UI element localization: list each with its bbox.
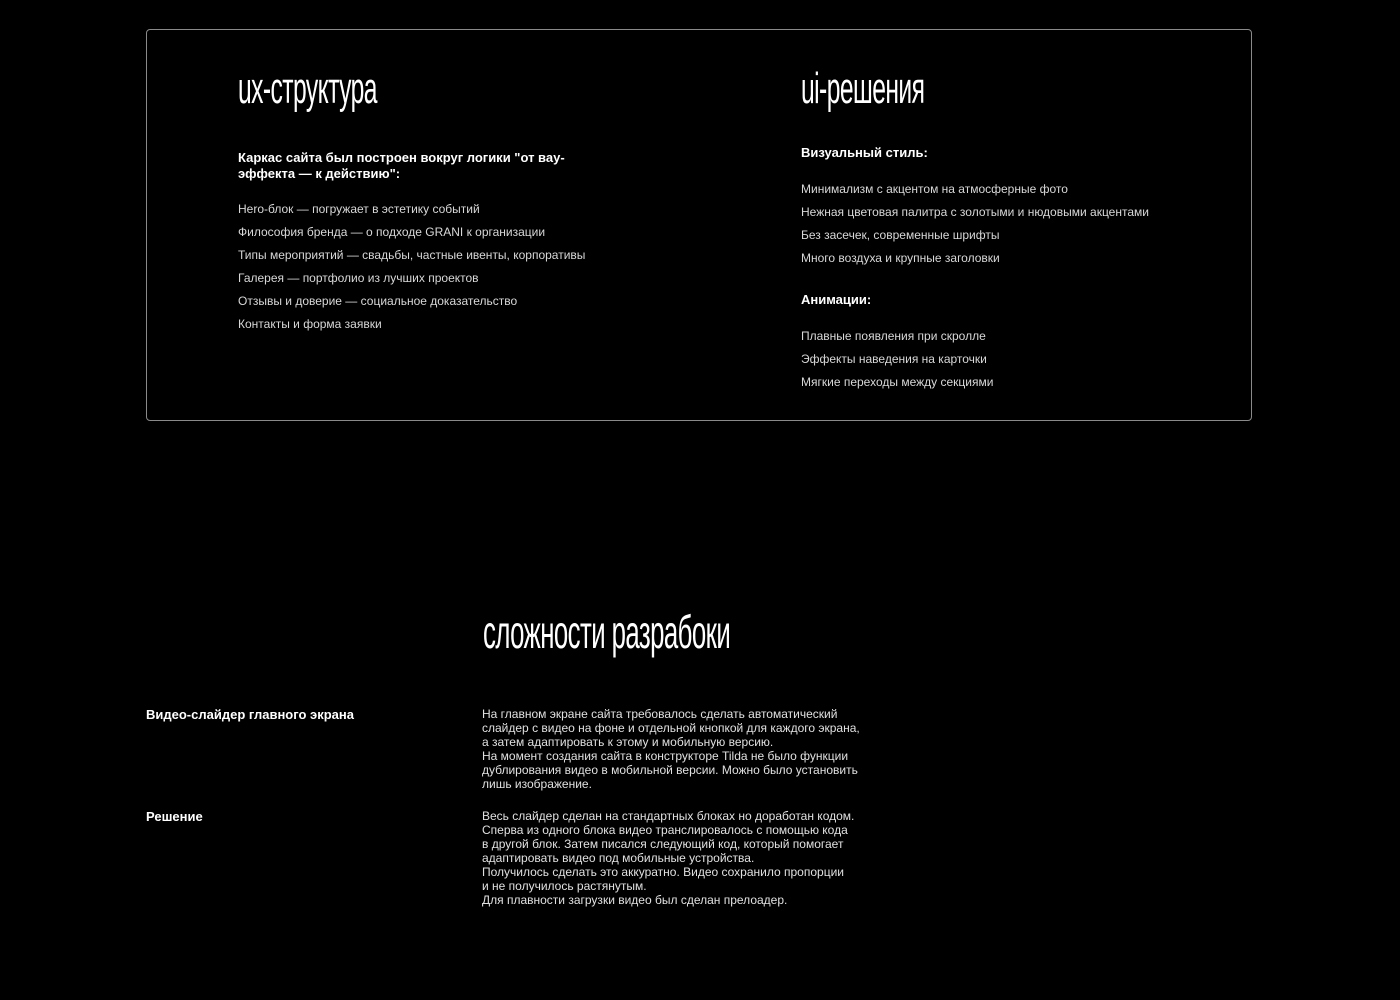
list-item: Плавные появления при скролле xyxy=(801,329,986,343)
ui-solutions-title: ui-решения xyxy=(801,64,925,113)
solution-line: Сперва из одного блока видео транслировалось с помощью кода xyxy=(482,823,848,837)
ux-structure-title: ux-структура xyxy=(238,64,377,113)
problem-line: На момент создания сайта в конструкторе Tilda не было функции xyxy=(482,749,849,763)
animations-list xyxy=(801,325,1221,394)
animations-heading: Анимации: xyxy=(801,292,872,307)
problem-line: дублирования видео в мобильной версии. Можно было установить xyxy=(482,763,858,777)
problem-line: а затем адаптировать к этому и мобильную версию. xyxy=(482,735,774,749)
solution-line: Весь слайдер сделан на стандартных блоках но доработан кодом. xyxy=(482,809,855,823)
solution-line: Для плавности загрузки видео был сделан прелоадер. xyxy=(482,893,788,907)
list-item: Много воздуха и крупные заголовки xyxy=(801,251,1000,265)
problem-text xyxy=(482,707,902,791)
overview-card xyxy=(146,29,1252,421)
ux-structure-lead: Каркас сайта был построен вокруг логики "от вау-эффекта — к действию": xyxy=(238,150,565,181)
solution-label: Решение xyxy=(146,809,203,824)
solution-line: и не получилось растянутым. xyxy=(482,879,647,893)
problem-label: Видео-слайдер главного экрана xyxy=(146,707,354,722)
list-item: Философия бренда — о подходе GRANI к организации xyxy=(238,225,546,239)
problem-line: лишь изображение. xyxy=(482,777,592,791)
solution-line: Получилось сделать это аккуратно. Видео сохранило пропорции xyxy=(482,865,844,879)
problem-line: слайдер с видео на фоне и отдельной кнопкой для каждого экрана, xyxy=(482,721,860,735)
solution-line: в другой блок. Затем писался следующий код, который помогает xyxy=(482,837,844,851)
solution-text xyxy=(482,809,902,907)
visual-style-list xyxy=(801,178,1221,270)
list-item: Мягкие переходы между секциями xyxy=(801,375,994,389)
problem-line: На главном экране сайта требовалось сделать автоматический xyxy=(482,707,838,721)
visual-style-heading: Визуальный стиль: xyxy=(801,145,928,160)
list-item: Минимализм с акцентом на атмосферные фото xyxy=(801,182,1068,196)
list-item: Галерея — портфолио из лучших проектов xyxy=(238,271,479,285)
list-item: Типы мероприятий — свадьбы, частные ивенты, корпоративы xyxy=(238,248,586,262)
challenges-title: сложности разрабоки xyxy=(483,606,731,658)
list-item: Эффекты наведения на карточки xyxy=(801,352,987,366)
solution-line: адаптировать видео под мобильные устройства. xyxy=(482,851,755,865)
list-item: Без засечек, современные шрифты xyxy=(801,228,1000,242)
list-item: Hero-блок — погружает в эстетику событий xyxy=(238,202,480,216)
ux-structure-list xyxy=(238,198,658,336)
list-item: Отзывы и доверие — социальное доказательство xyxy=(238,294,518,308)
list-item: Нежная цветовая палитра с золотыми и нюдовыми акцентами xyxy=(801,205,1149,219)
list-item: Контакты и форма заявки xyxy=(238,317,382,331)
